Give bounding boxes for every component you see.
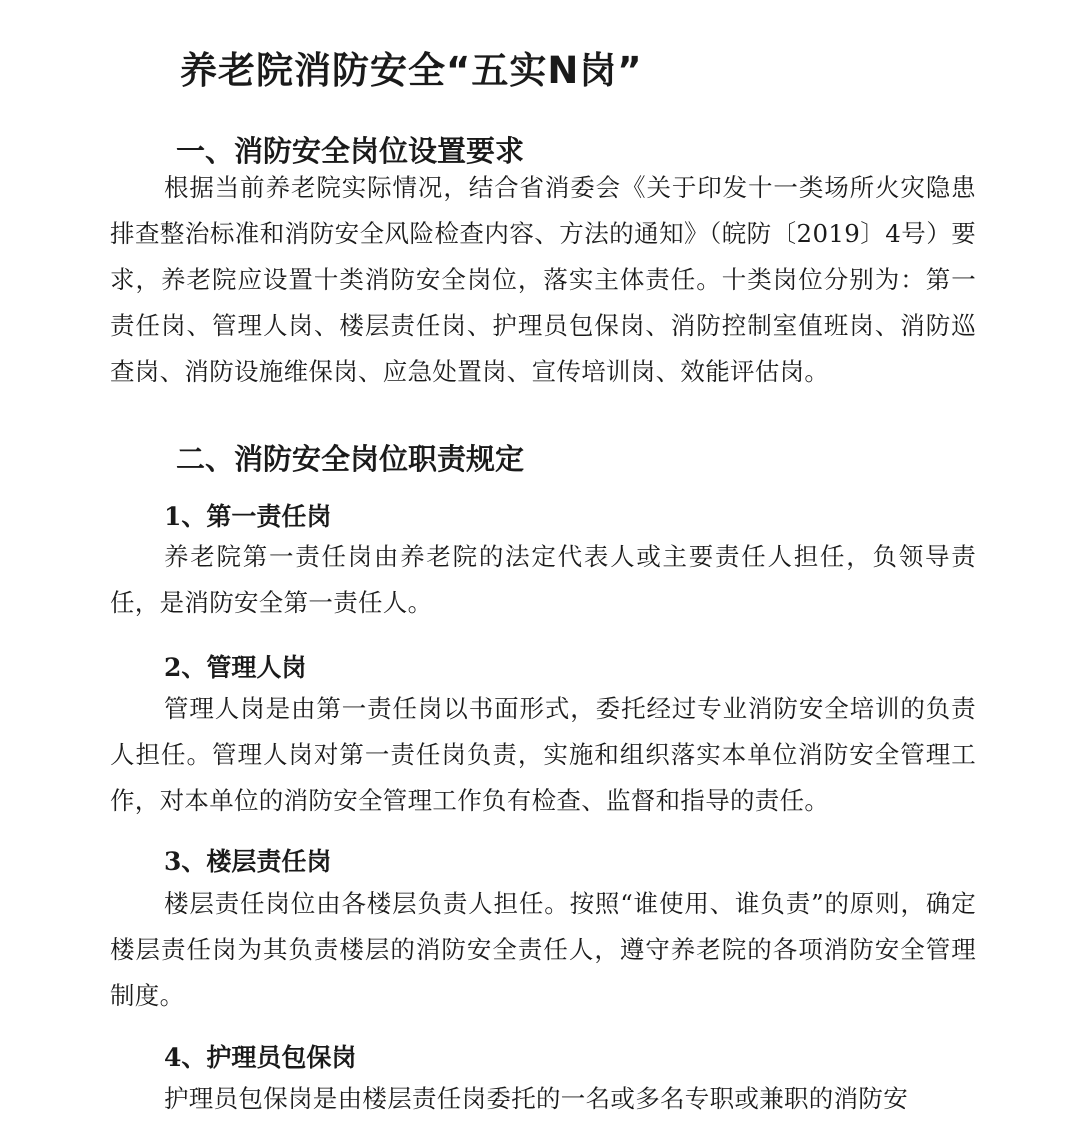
item-heading-1: 1、第一责任岗 xyxy=(164,502,332,531)
section-heading-2: 二、消防安全岗位职责规定 xyxy=(176,442,525,476)
section-1-paragraph: 根据当前养老院实际情况，结合省消委会《关于印发十一类场所火灾隐患排查整治标准和消防安全风险检查内容、方法的通知》（皖防〔2019〕4号）要求，养老院应设置十类消防安全岗位，落实主体责任。十类岗位分别为：第一责任岗、管理人岗、楼层责任岗、护理员包保岗、消防控制室值班岗、消防巡查岗、消防设施维保岗、应急处置岗、宣传培训岗、效能评估岗。 xyxy=(110,173,976,386)
item-paragraph-2: 管理人岗是由第一责任岗以书面形式，委托经过专业消防安全培训的负责人担任。管理人岗对第一责任岗负责，实施和组织落实本单位消防安全管理工作，对本单位的消防安全管理工作负有检查、监督和指导的责任。 xyxy=(110,694,976,815)
item-paragraph-3: 楼层责任岗位由各楼层负责人担任。按照“谁使用、谁负责”的原则，确定楼层责任岗为其负责楼层的消防安全责任人，遵守养老院的各项消防安全管理制度。 xyxy=(110,889,976,1010)
document-title: 养老院消防安全“五实N岗” xyxy=(180,49,643,92)
item-paragraph-4: 护理员包保岗是由楼层责任岗委托的一名或多名专职或兼职的消防安 xyxy=(164,1084,908,1113)
item-heading-2: 2、管理人岗 xyxy=(164,653,307,682)
section-heading-1: 一、消防安全岗位设置要求 xyxy=(176,134,525,168)
item-paragraph-1: 养老院第一责任岗由养老院的法定代表人或主要责任人担任，负领导责任，是消防安全第一责任人。 xyxy=(110,542,976,617)
item-heading-4: 4、护理员包保岗 xyxy=(164,1043,357,1072)
item-heading-3: 3、楼层责任岗 xyxy=(164,847,332,876)
